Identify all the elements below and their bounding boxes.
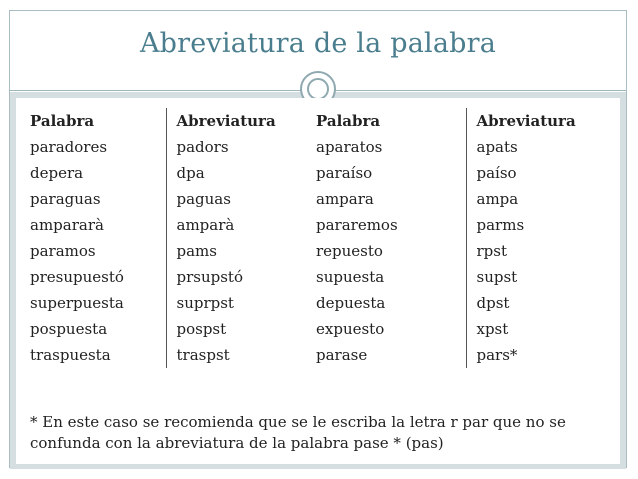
table-row (30, 134, 606, 160)
cell-palabra-1: paradores (30, 138, 108, 156)
cell-abreviatura-2: rpst (466, 238, 606, 264)
cell-palabra-1: traspuesta (30, 346, 111, 364)
header-abreviatura-2: Abreviatura (466, 108, 606, 134)
cell-abreviatura-1: pams (166, 238, 316, 264)
cell-abreviatura-2: dpst (466, 290, 606, 316)
cell-abreviatura-1: paguas (166, 186, 316, 212)
cell-abreviatura-2: apats (466, 134, 606, 160)
table-row (30, 238, 606, 264)
abbreviation-table (30, 108, 606, 368)
table-row (30, 290, 606, 316)
cell-palabra-1: paramos (30, 242, 96, 260)
cell-abreviatura-2: pars* (466, 342, 606, 368)
table-body (30, 134, 606, 368)
cell-abreviatura-1: padors (166, 134, 316, 160)
cell-abreviatura-2: xpst (466, 316, 606, 342)
cell-abreviatura-1: suprpst (166, 290, 316, 316)
cell-abreviatura-2: ampa (466, 186, 606, 212)
header-palabra-1: Palabra (30, 112, 95, 130)
cell-abreviatura-1: pospst (166, 316, 316, 342)
cell-palabra-2: pararemos (316, 216, 398, 234)
footnote: * En este caso se recomienda que se le escriba la letra r par que no se confunda con la abreviatura de la palabra pase * (pas) (30, 413, 566, 452)
cell-abreviatura-2: parms (466, 212, 606, 238)
table-row (30, 186, 606, 212)
circle-ornament-inner (307, 78, 329, 100)
cell-abreviatura-1: amparà (166, 212, 316, 238)
table-header-row (30, 108, 606, 134)
cell-palabra-2: aparatos (316, 138, 383, 156)
table-row (30, 160, 606, 186)
header-palabra-2: Palabra (316, 112, 381, 130)
table-row (30, 264, 606, 290)
cell-abreviatura-1: traspst (166, 342, 316, 368)
cell-palabra-2: paraíso (316, 164, 373, 182)
cell-palabra-1: presupuestó (30, 268, 124, 286)
cell-abreviatura-1: dpa (166, 160, 316, 186)
slide-title: Abreviatura de la palabra (139, 28, 497, 59)
cell-palabra-2: supuesta (316, 268, 385, 286)
cell-palabra-2: repuesto (316, 242, 383, 260)
cell-abreviatura-2: paíso (466, 160, 606, 186)
table-row (30, 212, 606, 238)
cell-palabra-2: expuesto (316, 320, 385, 338)
cell-palabra-1: superpuesta (30, 294, 124, 312)
header-abreviatura-1: Abreviatura (166, 108, 316, 134)
cell-palabra-1: depera (30, 164, 84, 182)
table-row (30, 316, 606, 342)
cell-palabra-2: parase (316, 346, 368, 364)
table-row (30, 342, 606, 368)
cell-palabra-2: depuesta (316, 294, 386, 312)
cell-palabra-2: ampara (316, 190, 374, 208)
cell-abreviatura-2: supst (466, 264, 606, 290)
cell-abreviatura-1: prsupstó (166, 264, 316, 290)
cell-palabra-1: ampararà (30, 216, 104, 234)
cell-palabra-1: pospuesta (30, 320, 108, 338)
cell-palabra-1: paraguas (30, 190, 101, 208)
content-panel (16, 98, 620, 464)
